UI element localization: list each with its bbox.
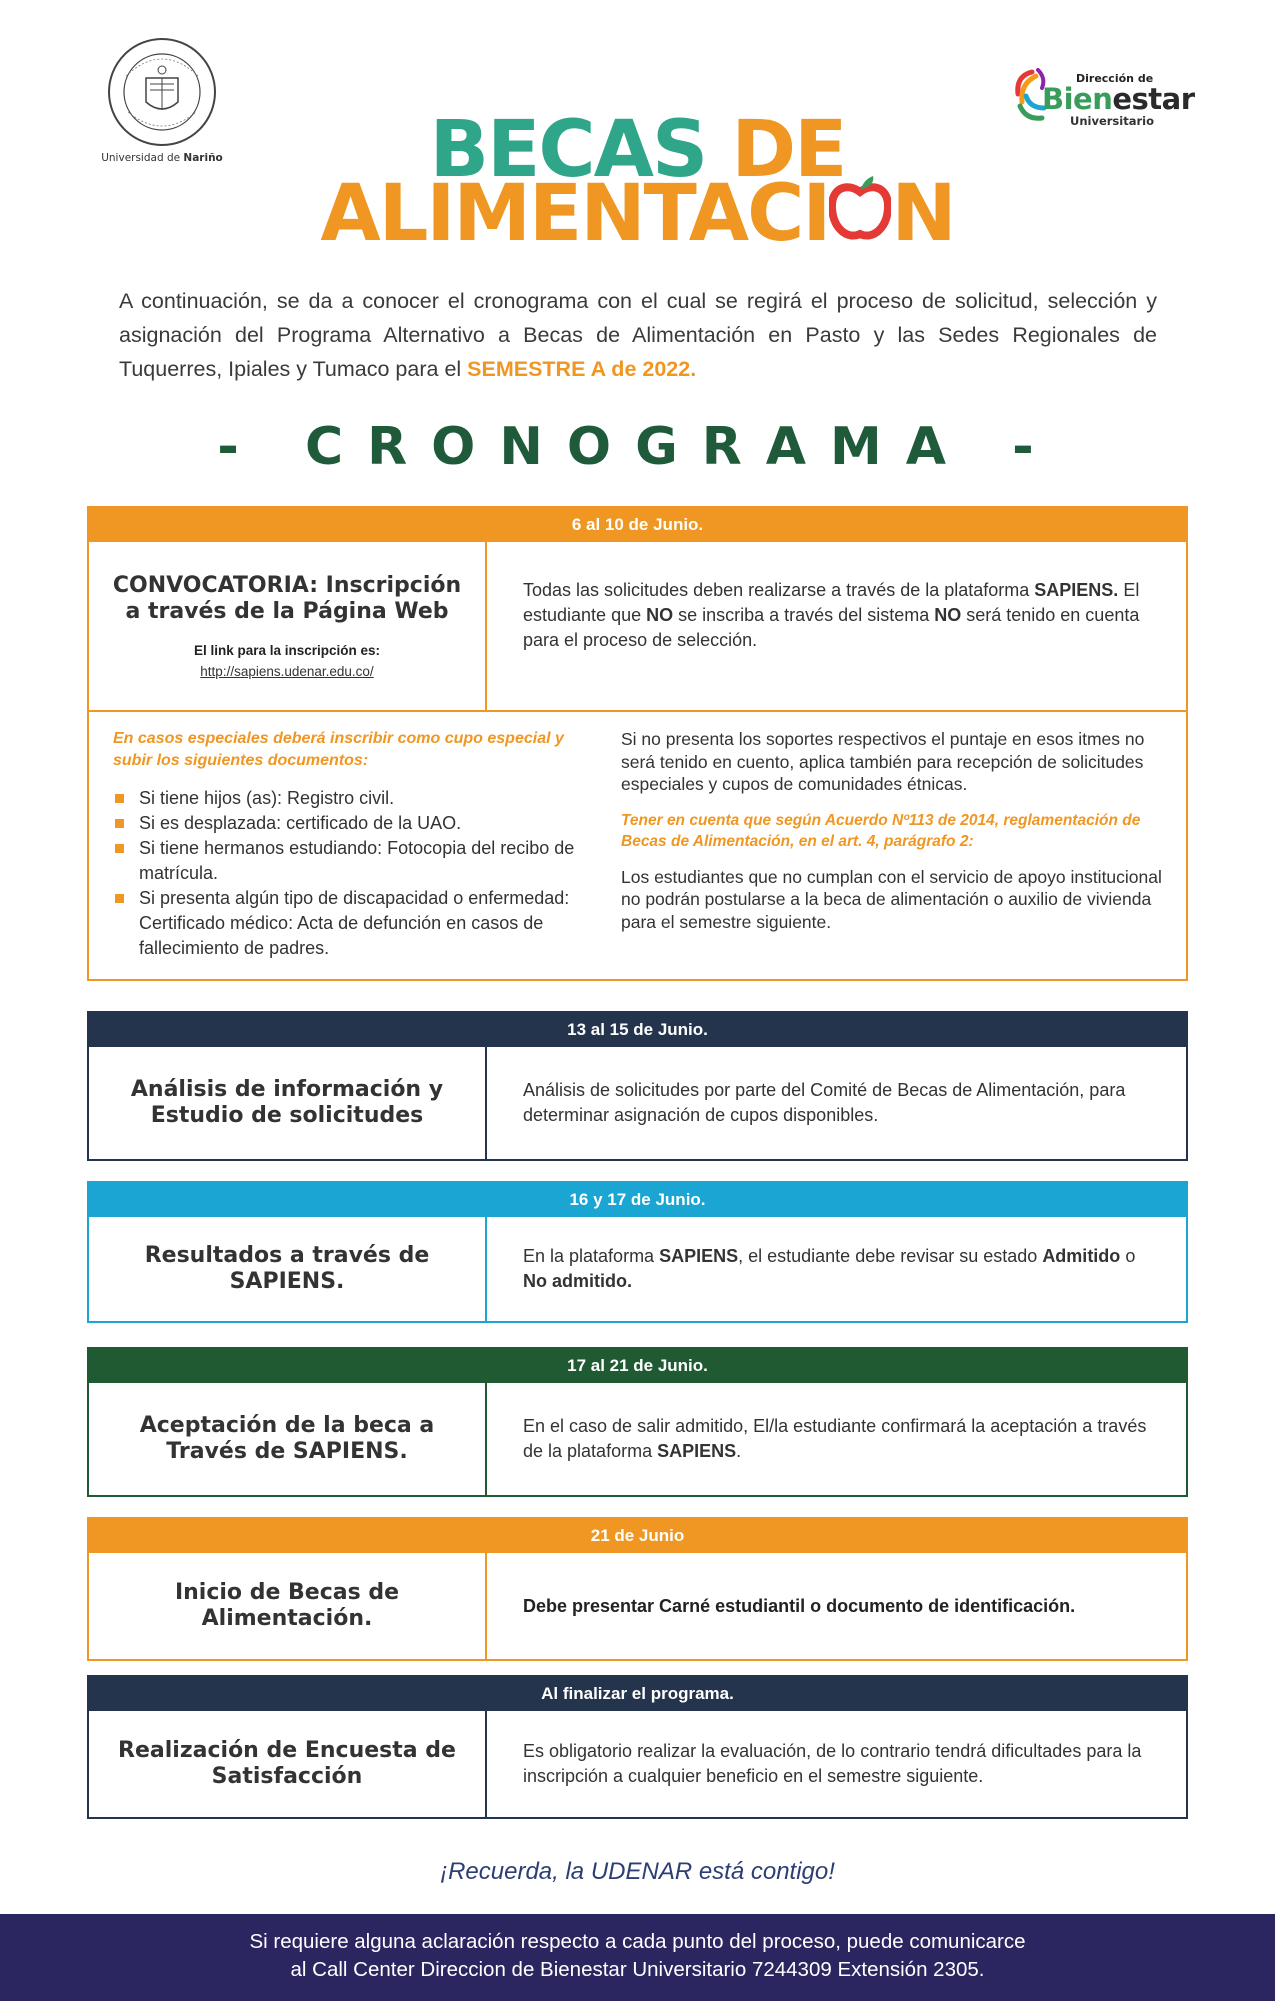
title-line-2: ALIMENTACI N	[320, 169, 955, 259]
schedule-date-3: 16 y 17 de Junio.	[89, 1183, 1186, 1217]
special-right-text: Si no presenta los soportes respectivos el puntaje en esos itmes no será tenido en cuento, aplica también para recepción de solicitudes especiales y cupos de comunidades étnicas.	[621, 729, 1145, 794]
step-1-title: CONVOCATORIA: Inscripción a través de la Página Web	[112, 573, 462, 624]
step-4-description: En el caso de salir admitido, El/la estudiante confirmará la aceptación a través de la plataforma SAPIENS.	[523, 1416, 1147, 1461]
title-line-1: BECAS DE	[429, 105, 846, 195]
footer-line-2: al Call Center Direccion de Bienestar Universitario 7244309 Extensión 2305.	[290, 1958, 985, 1981]
semester-highlight: SEMESTRE A de 2022.	[467, 357, 697, 381]
inscription-link[interactable]: http://sapiens.udenar.edu.co/	[200, 664, 374, 679]
schedule-date-6: Al finalizar el programa.	[89, 1677, 1186, 1711]
schedule-block-1	[87, 506, 1188, 981]
special-cases-heading: En casos especiales deberá inscribir como cupo especial y subir los siguientes documentos:	[113, 730, 564, 769]
special-cases-right	[621, 728, 1162, 961]
schedule-block-4	[87, 1347, 1188, 1497]
footer-line-1: Si requiere alguna aclaración respecto a cada punto del proceso, puede comunicarce	[249, 1930, 1026, 1953]
intro-paragraph: A continuación, se da a conocer el cronograma con el cual se regirá el proceso de solicitud, selección y asignación del Programa Alternativo a Becas de Alimentación en Pasto y las Sedes Regionales de Tuquerres, Ipiales y Tumaco para el SEMESTRE A de 2022.	[119, 289, 1157, 381]
step-2-title: Análisis de información y Estudio de solicitudes	[130, 1077, 444, 1128]
logo-universitario-text: Universitario	[1070, 114, 1154, 128]
logo-big-text: Bienestar	[1042, 82, 1195, 116]
special-documents-list	[113, 786, 601, 961]
link-label: El link para la inscripción es:	[193, 643, 381, 658]
special-right-text-2: Los estudiantes que no cumplan con el servicio de apoyo institucional no podrán postularse a la beca de alimentación o auxilio de vivienda para el semestre siguiente.	[621, 866, 1162, 932]
schedule-date-4: 17 al 21 de Junio.	[89, 1349, 1186, 1383]
list-item: Si presenta algún tipo de discapacidad o enfermedad: Certificado médico: Acta de defunción en casos de fallecimiento de padres.	[113, 886, 601, 961]
schedule-block-2	[87, 1011, 1188, 1161]
step-3-left	[89, 1217, 487, 1321]
cronograma-heading: - CRONOGRAMA -	[217, 417, 1058, 477]
acuerdo-note: Tener en cuenta que según Acuerdo Nº113 de 2014, reglamentación de Becas de Alimentación, en el art. 4, parágrafo 2:	[621, 811, 1141, 850]
schedule-block-6	[87, 1675, 1188, 1819]
schedule-date-1: 6 al 10 de Junio.	[89, 508, 1186, 542]
step-4-title: Aceptación de la beca a Través de SAPIENS.	[139, 1413, 435, 1464]
list-item: Si tiene hermanos estudiando: Fotocopia del recibo de matrícula.	[113, 836, 601, 886]
apple-icon	[829, 182, 891, 246]
schedule-date-2: 13 al 15 de Junio.	[89, 1013, 1186, 1047]
step-5-left	[89, 1553, 487, 1659]
schedule-date-5: 21 de Junio	[89, 1519, 1186, 1553]
step-6-description: Es obligatorio realizar la evaluación, de lo contrario tendrá dificultades para la inscripción a cualquier beneficio en el semestre siguiente.	[523, 1741, 1142, 1786]
step-1-description: Todas las solicitudes deben realizarse a través de la plataforma SAPIENS. El estudiante que NO se inscriba a través del sistema NO será tenido en cuenta para el proceso de selección.	[523, 580, 1140, 650]
step-3-title: Resultados a través de SAPIENS.	[144, 1243, 430, 1294]
list-item: Si es desplazada: certificado de la UAO.	[113, 811, 601, 836]
step-6-left	[89, 1711, 487, 1817]
list-item: Si tiene hijos (as): Registro civil.	[113, 786, 601, 811]
step-6-title: Realización de Encuesta de Satisfacción	[118, 1738, 456, 1789]
step-5-title: Inicio de Becas de Alimentación.	[174, 1580, 400, 1631]
logo-small-text: Dirección de	[1076, 72, 1154, 85]
schedule-block-5	[87, 1517, 1188, 1661]
contact-footer	[0, 1914, 1275, 2001]
step-5-description: Debe presentar Carné estudiantil o documento de identificación.	[523, 1595, 1076, 1616]
step-4-left	[89, 1383, 487, 1495]
special-cases-section	[89, 710, 1186, 979]
seal-caption: Universidad de Nariño	[101, 152, 223, 164]
reminder-text: ¡Recuerda, la UDENAR está contigo!	[440, 1858, 835, 1885]
step-1-left	[89, 542, 487, 710]
special-cases-left	[113, 728, 621, 961]
schedule-block-3	[87, 1181, 1188, 1323]
step-2-description: Análisis de solicitudes por parte del Comité de Becas de Alimentación, para determinar asignación de cupos disponibles.	[523, 1080, 1126, 1125]
step-3-description: En la plataforma SAPIENS, el estudiante debe revisar su estado Admitido o No admitido.	[523, 1246, 1136, 1291]
step-2-left	[89, 1047, 487, 1159]
